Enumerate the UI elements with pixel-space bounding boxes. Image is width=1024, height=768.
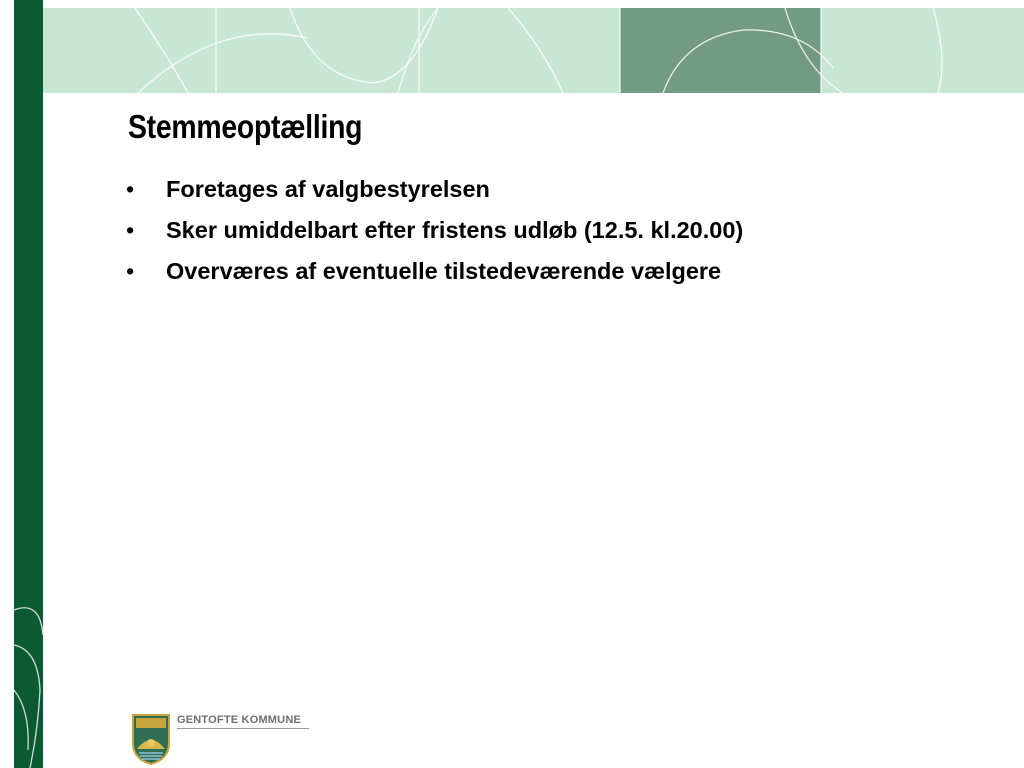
- bullet-item: [126, 254, 743, 295]
- bullet-text: Foretages af valgbestyrelsen: [166, 176, 490, 202]
- banner-arc-pattern: [43, 8, 1024, 93]
- organization-name: GENTOFTE KOMMUNE: [177, 714, 301, 726]
- bullet-item: [126, 213, 743, 254]
- bullet-marker: •: [126, 217, 135, 243]
- bullet-text: Sker umiddelbart efter fristens udløb (12.5. kl.20.00): [166, 217, 744, 243]
- side-arc-pattern: [0, 590, 45, 768]
- slide-title: Stemmeoptælling: [128, 108, 363, 145]
- bullet-marker: •: [126, 176, 135, 202]
- header-banner: [43, 8, 1024, 93]
- bullet-marker: •: [126, 258, 135, 284]
- coat-of-arms-icon: [131, 713, 171, 765]
- bullet-item: [126, 172, 743, 213]
- bullet-list: [126, 172, 743, 295]
- logo-underline: [177, 728, 309, 729]
- bullet-text: Overværes af eventuelle tilstedeværende vælgere: [166, 258, 722, 284]
